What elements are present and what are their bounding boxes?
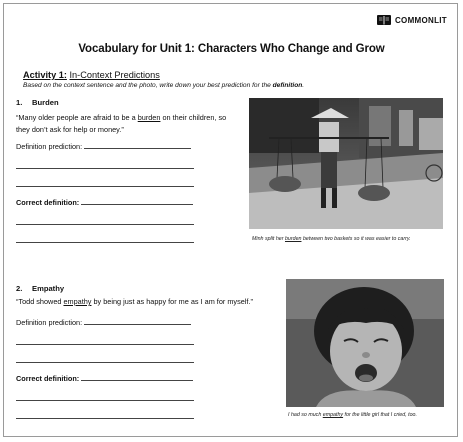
caption-empathy (288, 412, 417, 418)
commonlit-logo (377, 15, 447, 25)
answer-line[interactable] (16, 344, 194, 345)
caption-start: I had so much (288, 412, 323, 418)
answer-line[interactable] (16, 418, 194, 419)
prediction-blank-line[interactable] (84, 323, 191, 325)
activity-heading (23, 70, 160, 80)
quote-end: on their children, so they don’t ask for help or money.” (16, 113, 227, 134)
activity-title: In-Context Predictions (69, 70, 160, 80)
quote-target-word: burden (137, 113, 161, 122)
book-icon (377, 15, 391, 25)
correct-label: Correct definition: (16, 374, 80, 383)
page-title: Vocabulary for Unit 1: Characters Who Change and Grow (78, 43, 385, 55)
caption-burden (252, 236, 411, 242)
vocab-word: Burden (32, 98, 59, 107)
answer-line[interactable] (16, 400, 194, 401)
prediction-blank-line[interactable] (84, 147, 191, 149)
answer-line[interactable] (16, 224, 194, 225)
quote-start: “Todd showed (16, 297, 64, 306)
caption-start: Minh split her (252, 236, 285, 242)
definition-prediction-field[interactable] (16, 142, 191, 151)
brand-name: COMMONLIT (394, 15, 447, 25)
activity-label: Activity 1: (23, 70, 67, 80)
vocab-number: 2. (16, 284, 23, 293)
context-sentence-burden (16, 112, 234, 135)
answer-line[interactable] (16, 168, 194, 169)
activity-instructions (23, 82, 304, 89)
context-sentence-empathy (16, 296, 276, 308)
answer-line[interactable] (16, 186, 194, 187)
caption-target-word: empathy (322, 412, 344, 418)
quote-start: “Many older people are afraid to be a (16, 113, 138, 122)
correct-blank-line[interactable] (81, 203, 193, 205)
prediction-label: Definition prediction: (16, 142, 83, 151)
caption-end: for the little girl that I cried, too. (343, 412, 417, 418)
vocab-heading-burden (16, 98, 59, 107)
quote-end: by being just as happy for me as I am for myself.” (91, 297, 253, 306)
prediction-label: Definition prediction: (16, 318, 83, 327)
caption-end: between two baskets so it was easier to carry. (301, 236, 411, 242)
correct-blank-line[interactable] (81, 379, 193, 381)
correct-definition-field[interactable] (16, 198, 193, 207)
answer-line[interactable] (16, 362, 194, 363)
instructions-end: . (302, 82, 305, 89)
correct-definition-field[interactable] (16, 374, 193, 383)
vocab-heading-empathy (16, 284, 64, 293)
empathy-photo (286, 279, 444, 407)
quote-target-word: empathy (63, 297, 92, 306)
caption-target-word: burden (284, 236, 302, 242)
answer-line[interactable] (16, 242, 194, 243)
instructions-text: Based on the context sentence and the photo, write down your best prediction for the (23, 82, 273, 89)
instructions-emphasis: definition (272, 82, 303, 89)
correct-label: Correct definition: (16, 198, 80, 207)
vocab-number: 1. (16, 98, 23, 107)
definition-prediction-field[interactable] (16, 318, 191, 327)
vocab-word: Empathy (32, 284, 65, 293)
burden-photo (249, 98, 443, 229)
